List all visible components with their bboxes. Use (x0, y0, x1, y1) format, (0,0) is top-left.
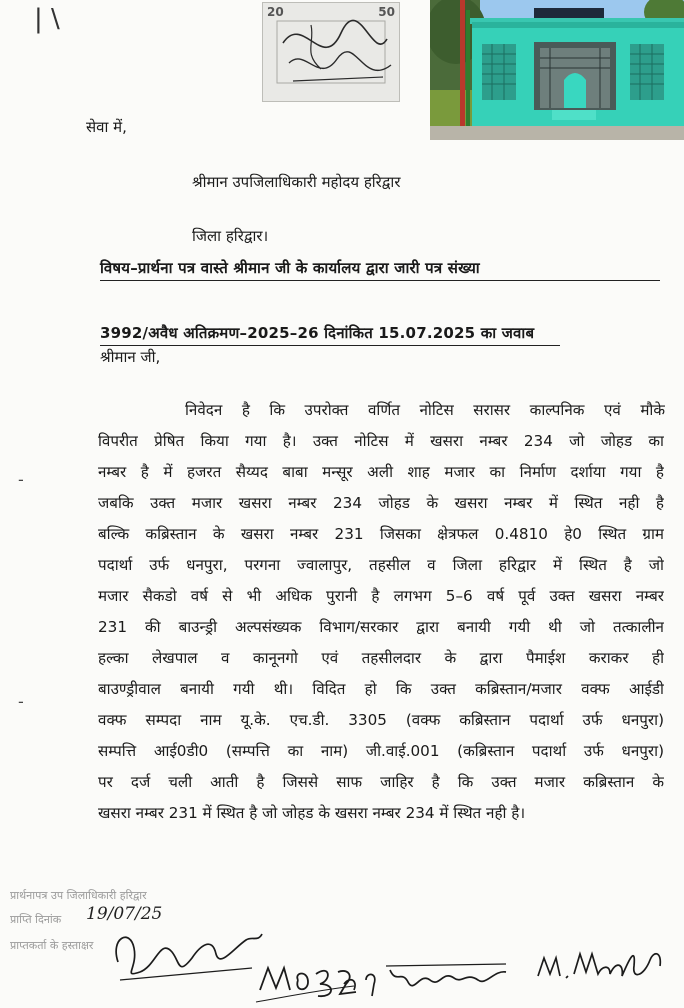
subject-line-1: विषय–प्रार्थना पत्र वास्ते श्रीमान जी के कार्यालय द्वारा जारी पत्र संख्या (100, 258, 660, 281)
greeting: श्रीमान जी, (100, 348, 161, 366)
receipt-stamp-line-3: प्राप्तकर्ता के हस्ताक्षर (10, 939, 94, 952)
body-line: हल्का लेखपाल व कानूनगो एवं तहसीलदार के द्वारा पैमाईश कराकर ही (98, 649, 664, 667)
body-line: बाउण्ड्रीवाल बनायी गयी थी। विदित हो कि उक्त कब्रिस्तान/मजार वक्फ आईडी (98, 680, 664, 698)
receipt-stamp-line-1: प्रार्थनापत्र उप जिलाधिकारी हरिद्वार (10, 889, 147, 902)
body-line: मजार सैकडो वर्ष से भी अधिक पुरानी है लगभग 5–6 वर्ष पूर्व उक्त खसरा नम्बर (98, 587, 664, 605)
body-line: वक्फ सम्पदा नाम यू.के. एच.डी. 3305 (वक्फ कब्रिस्तान पदार्था उर्फ धनपुरा) (98, 711, 664, 729)
signature-1 (100, 918, 270, 988)
body-line: विपरीत प्रेषित किया गया है। उक्त नोटिस में खसरा नम्बर 234 जो जोहड का (98, 432, 664, 450)
stamp-denomination-right: 50 (378, 5, 395, 19)
receipt-date: 19/07/25 (86, 904, 163, 924)
body-line: सम्पत्ति आई0डी0 (सम्पत्ति का नाम) जी.वाई.001 (कब्रिस्तान पदार्था उर्फ धनपुरा) (98, 742, 664, 760)
body-line: 231 की बाउन्ड्री अल्पसंख्यक विभाग/सरकार द्वारा बनायी गयी थी जो तत्कालीन (98, 618, 664, 636)
recipient-title: श्रीमान उपजिलाधिकारी महोदय हरिद्वार (192, 173, 401, 191)
margin-dash: - (18, 692, 24, 711)
body-line: खसरा नम्बर 231 में स्थित है जो जोहड के खसरा नम्बर 234 में स्थित नही है। (98, 804, 526, 822)
body-line: पर दर्ज चली आती है जिससे साफ जाहिर है कि उक्त मजार कब्रिस्तान के (98, 773, 664, 791)
corner-mark: | \ (34, 4, 60, 34)
signature-4 (530, 936, 670, 992)
body-line: जबकि उक्त मजार खसरा नम्बर 234 जोहड के खसरा नम्बर में स्थित नही है (98, 494, 664, 512)
mazar-photo (430, 0, 684, 140)
body-line: नम्बर है में हजरत सैय्यद बाबा मन्सूर अली शाह मजार का निर्माण दर्शाया गया है (98, 463, 664, 481)
body-line: निवेदन है कि उपरोक्त वर्णित नोटिस सरासर काल्पनिक एवं मौके (185, 401, 665, 419)
body-line: पदार्था उर्फ धनपुरा, परगना ज्वालापुर, तहसील व जिला हरिद्वार में स्थित है जो (98, 556, 664, 574)
subject-line-2: 3992/अवैध अतिक्रमण–2025–26 दिनांकित 15.07.2025 का जवाब (100, 323, 560, 346)
revenue-stamp (262, 2, 400, 102)
signature-3 (336, 950, 516, 1006)
body-line: बल्कि कब्रिस्तान के खसरा नम्बर 231 जिसका क्षेत्रफल 0.4810 हे0 स्थित ग्राम (98, 525, 664, 543)
margin-dash: - (18, 470, 24, 489)
receipt-stamp-line-2: प्राप्ति दिनांक (10, 913, 62, 926)
stamp-denomination: 20 (267, 5, 284, 19)
mazar-photo-image (430, 0, 684, 140)
salutation: सेवा में, (86, 118, 127, 136)
recipient-district: जिला हरिद्वार। (192, 227, 269, 245)
